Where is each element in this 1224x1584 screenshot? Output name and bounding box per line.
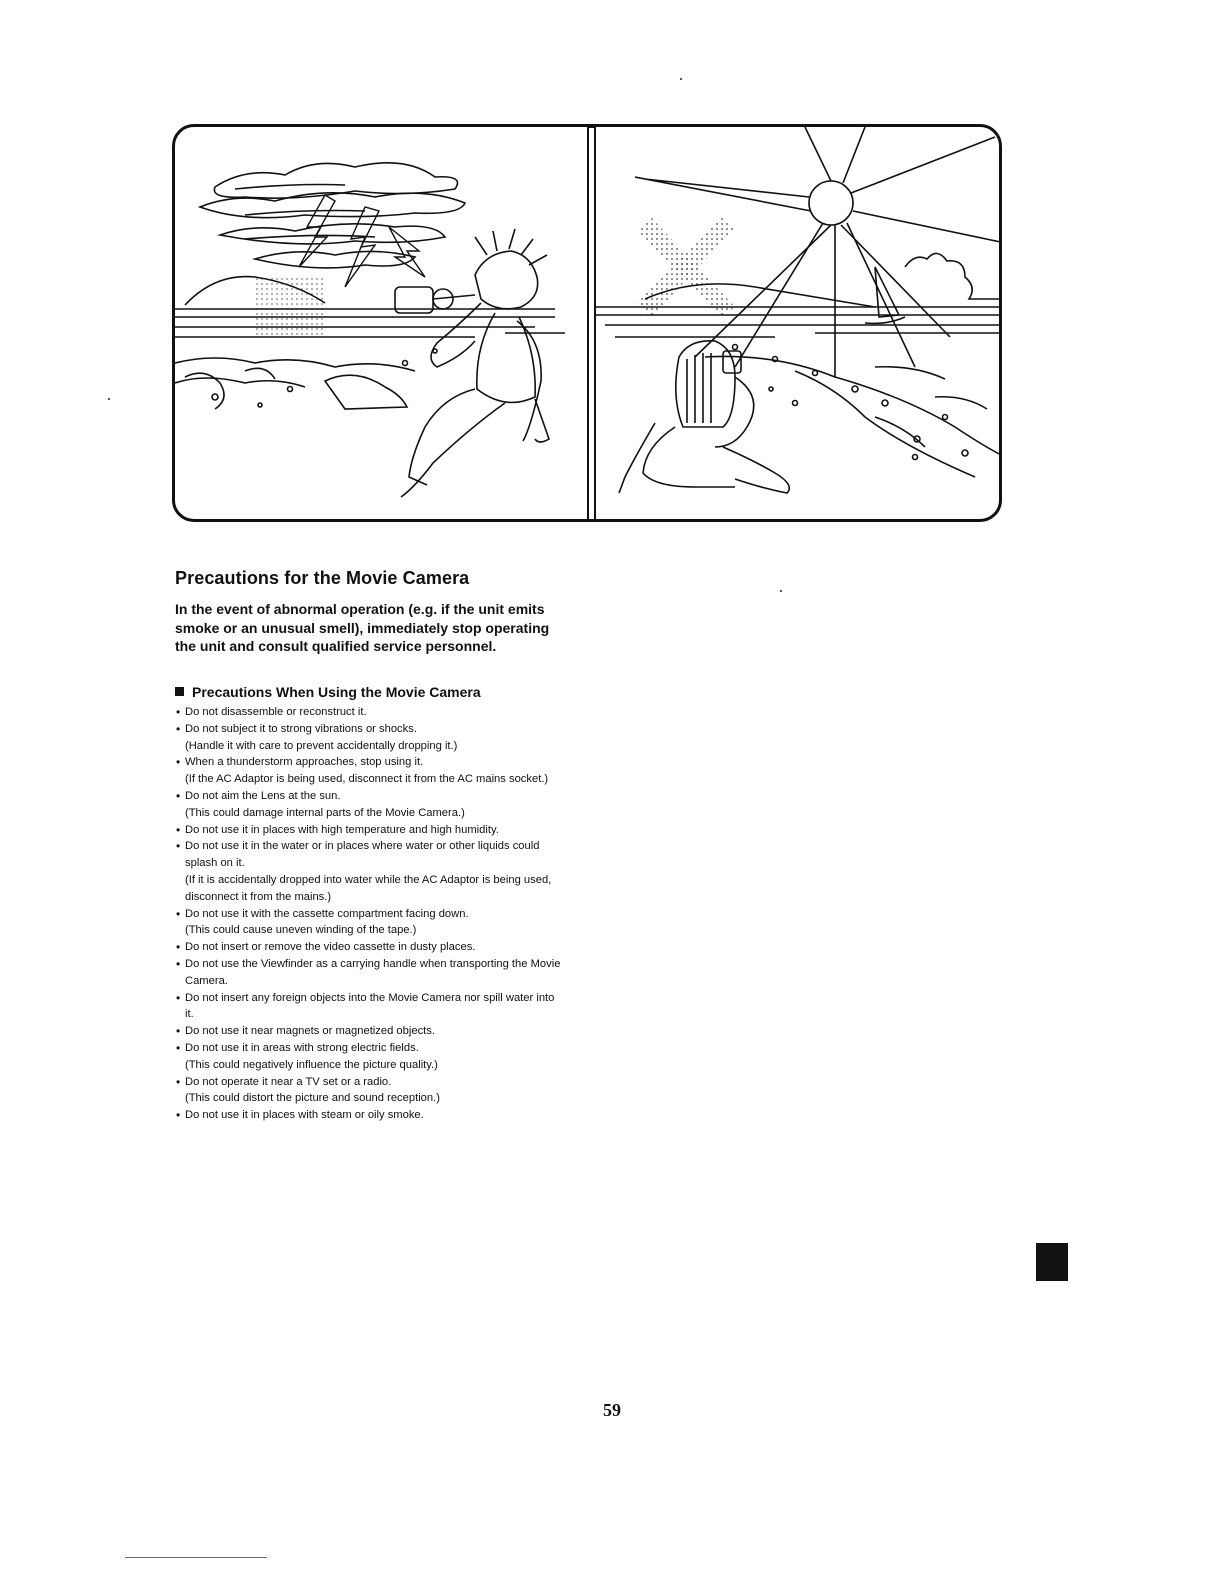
thunderstorm-scene bbox=[175, 163, 565, 497]
storm-clouds bbox=[200, 163, 465, 268]
list-item: • Do not insert or remove the video cassette in dusty places. bbox=[176, 939, 566, 956]
illustration-svg bbox=[175, 127, 1002, 522]
scan-speck bbox=[780, 590, 782, 592]
list-item: • Do not aim the Lens at the sun. (This could damage internal parts of the Movie Camera.) bbox=[176, 788, 566, 822]
list-item: • Do not use it in the water or in places where water or other liquids could splash on it. (If it is accidentally dropped into water while the AC Adaptor is being used, disconnect it from the mains.) bbox=[176, 838, 566, 905]
list-item-note: (This could damage internal parts of the Movie Camera.) bbox=[185, 806, 465, 819]
scan-speck bbox=[680, 78, 682, 80]
list-item: • Do not use it with the cassette compartment facing down. (This could cause uneven winding of the tape.) bbox=[176, 906, 566, 940]
scan-speck bbox=[108, 398, 110, 400]
list-item-note: (This could negatively influence the picture quality.) bbox=[185, 1058, 438, 1071]
list-item: • Do not operate it near a TV set or a radio. (This could distort the picture and sound reception.) bbox=[176, 1074, 566, 1108]
list-item-note: (If it is accidentally dropped into water while the AC Adaptor is being used, disconnect it from the mains.) bbox=[185, 873, 552, 903]
precautions-list bbox=[176, 704, 566, 1124]
list-item: • Do not disassemble or reconstruct it. bbox=[176, 704, 566, 721]
list-item-note: (This could cause uneven winding of the tape.) bbox=[185, 924, 417, 937]
list-item: • Do not use the Viewfinder as a carrying handle when transporting the Movie Camera. bbox=[176, 956, 566, 990]
square-bullet-icon bbox=[175, 687, 184, 696]
person-with-camera-storm bbox=[325, 229, 549, 497]
list-item: • Do not use it in places with high temperature and high humidity. bbox=[176, 822, 566, 839]
list-item-note: (This could distort the picture and sound reception.) bbox=[185, 1092, 440, 1105]
list-item-note: (Handle it with care to prevent accidentally dropping it.) bbox=[185, 739, 458, 752]
list-item: • Do not use it near magnets or magnetized objects. bbox=[176, 1023, 566, 1040]
abnormal-operation-warning: In the event of abnormal operation (e.g. if the unit emits smoke or an unusual smell), immediately stop operating the unit and consult qualified service personnel. bbox=[175, 601, 550, 654]
person-aiming-at-sun bbox=[619, 341, 789, 493]
precautions-illustration bbox=[172, 124, 1002, 522]
list-item: • Do not subject it to strong vibrations or shocks. (Handle it with care to prevent accidentally dropping it.) bbox=[176, 721, 566, 755]
sun-scene bbox=[595, 127, 1002, 493]
no-sun-mark bbox=[637, 217, 735, 317]
page-number: 59 bbox=[603, 1400, 621, 1420]
list-item: • When a thunderstorm approaches, stop using it. (If the AC Adaptor is being used, disconnect it from the AC mains socket.) bbox=[176, 754, 566, 788]
footer-rule bbox=[125, 1557, 267, 1558]
precautions-heading-label: Precautions When Using the Movie Camera bbox=[192, 684, 481, 700]
chapter-index-tab bbox=[1036, 1243, 1068, 1281]
list-item: • Do not insert any foreign objects into the Movie Camera nor spill water into it. bbox=[176, 990, 566, 1024]
list-item: • Do not use it in areas with strong electric fields. (This could negatively influence the picture quality.) bbox=[176, 1040, 566, 1074]
precautions-heading bbox=[175, 684, 481, 700]
list-item: • Do not use it in places with steam or oily smoke. bbox=[176, 1107, 566, 1124]
list-item-note: (If the AC Adaptor is being used, disconnect it from the AC mains socket.) bbox=[185, 773, 549, 786]
section-title: Precautions for the Movie Camera bbox=[175, 568, 470, 588]
